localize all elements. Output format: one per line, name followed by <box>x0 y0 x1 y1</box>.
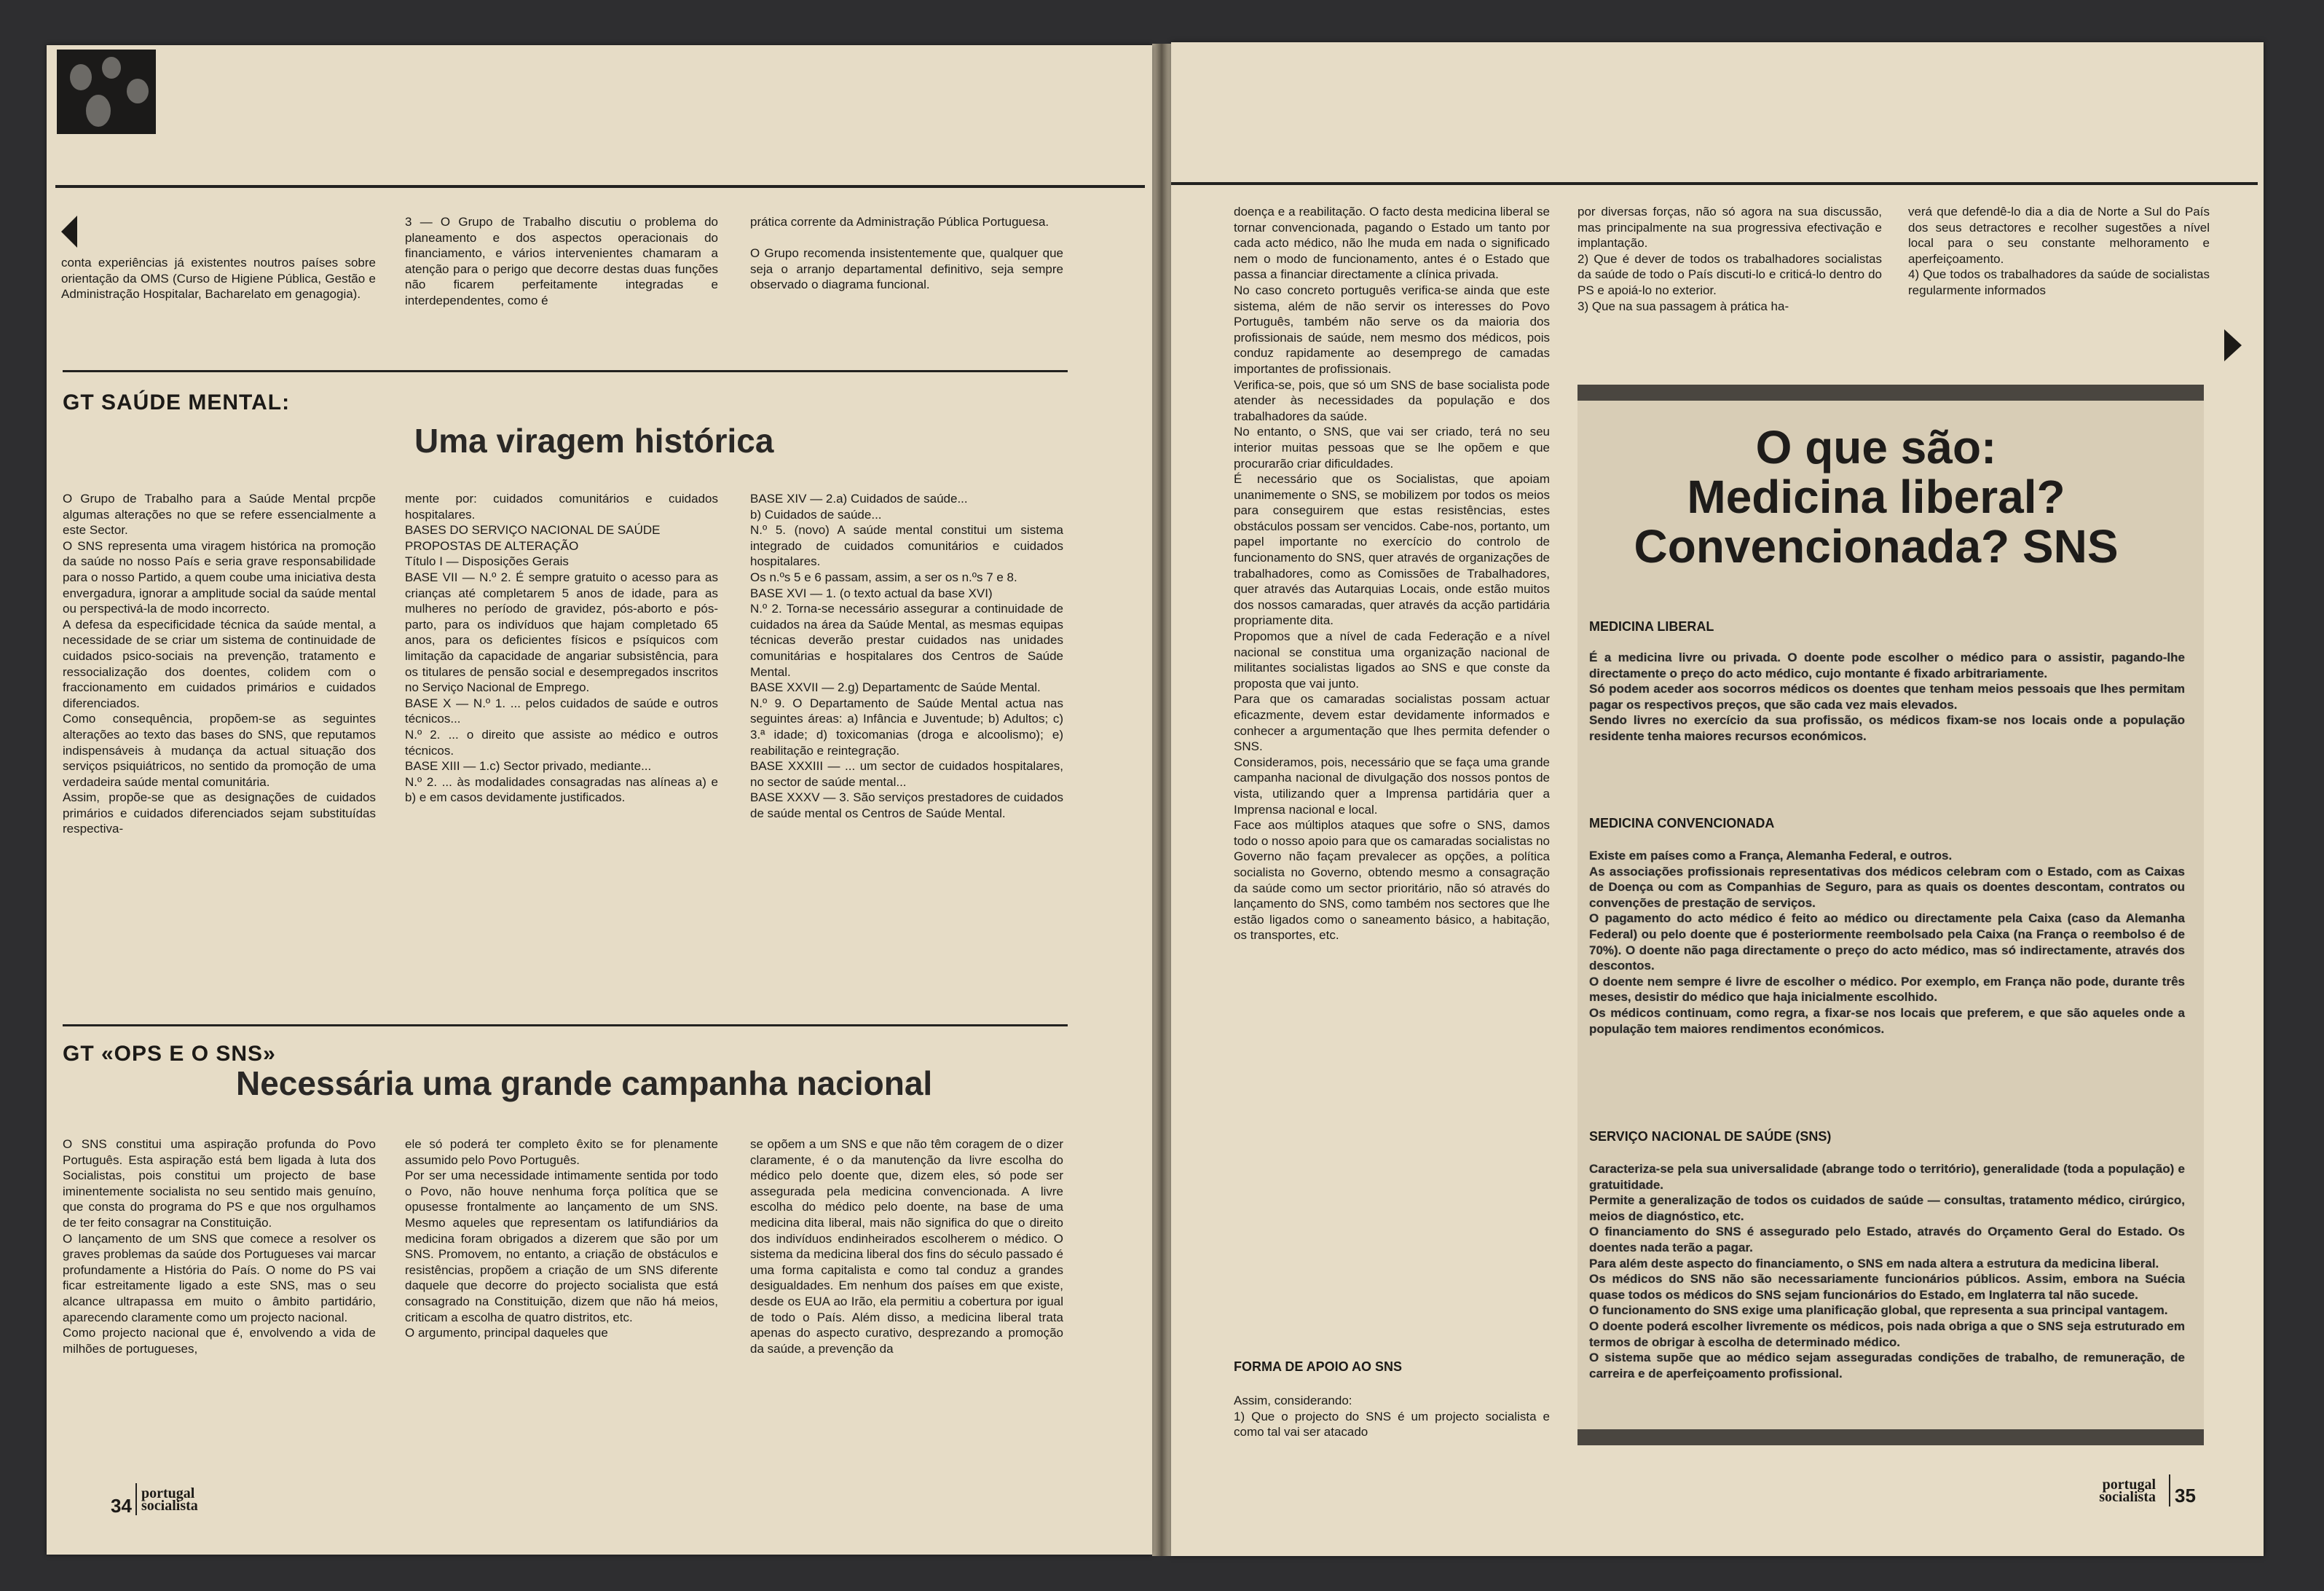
binding-gutter <box>1152 44 1171 1556</box>
section-heading-liberal: MEDICINA LIBERAL <box>1589 619 1714 634</box>
box-title-line-1: O que são: <box>1755 421 1997 474</box>
article1-kicker: GT SAÚDE MENTAL: <box>63 390 291 415</box>
masthead-right: portugal socialista <box>2099 1477 2156 1505</box>
section-rule-1 <box>63 370 1068 372</box>
section-heading-sns: SERVIÇO NACIONAL DE SAÚDE (SNS) <box>1589 1129 1832 1144</box>
article2-column-2: ele só poderá ter completo êxito se for plenamente assumido pelo Povo Português. Por ser uma necessidade intimamente sentida por todo o Povo, não houve nenhuma força política que se opusesse frontalmente ao lançamento de um SNS. Mesmo aqueles que representam os latifundiários da medicina foram obrigados a dizerem que são por um SNS. Promovem, no entanto, a criação de obstáculos e resistências, propõem a criação de um SNS diferente daquele que decorre do projecto socialista que está consagrado na Constituição, dizem que não há meios, criticam a escolha de quatro distritos, etc. O argumento, principal daqueles que <box>405 1137 718 1340</box>
top-column-3: prática corrente da Administração Pública Portuguesa. O Grupo recomenda insistentemente que, qualquer que seja o arranjo departamental definitivo, seja sempre observado o diagrama funcional. <box>750 215 1063 292</box>
article1-column-1: O Grupo de Trabalho para a Saúde Mental prcpõe algumas alterações no que se refere essencialmente a este Sector. O SNS representa uma viragem histórica na promoção da saúde no nosso País e seria grave responsabilidade para o nosso Partido, a quem coube uma iniciativa desta envergadura, ignorar a amplitude social da saúde mental ou perspectivá-la de modo incorrecto. A defesa da especificidade técnica da saúde mental, a necessidade de se criar um sistema de continuidade de cuidados psico-sociais na prevenção, tratamento e ressocialização dos doentes, colidem com o fraccionamento em cuidados primários e cuidados diferenciados. Como consequência, propõem-se as seguintes alterações ao texto das bases do SNS, que reputamos indispensáveis à mudança da actual situação dos serviços psiquiátricos, no sentido da promoção de uma verdadeira saúde mental comunitária. Assim, propõe-se que as designações de cuidados primários e cuidados diferenciados sejam substituídas respectiva- <box>63 492 376 836</box>
box-title <box>1577 423 2175 571</box>
article2-column-1: O SNS constitui uma aspiração profunda do Povo Português. Esta aspiração está bem ligada à luta dos Socialistas, pois constitui um projecto de base iminentemente socialista no seu sentido mais genuíno, que consta do programa do PS e que nos orgulhamos de ter feito consagrar na Constituição. O lançamento de um SNS que comece a resolver os graves problemas da saúde dos Portugueses vai marcar profundamente a História do País. O nome do PS vai ficar estreitamente ligado a este SNS, mas o seu alcance ultrapassa em muito o âmbito partidário, aparecendo claramente como um projecto nacional. Como projecto nacional que é, envolvendo a vida de milhões de portugueses, <box>63 1137 376 1356</box>
box-bottom-band <box>1577 1429 2204 1445</box>
section-text-sns: Caracteriza-se pela sua universalidade (abrange todo o território), generalidade (toda a população) e gratuitidade. Permite a generalização de todos os cuidados de saúde — consultas, tratamento médico, cirúrgico, meios de diagnóstico, etc. O financiamento do SNS é assegurado pelo Estado, através do Orçamento Geral do Estado. Os doentes nada terão a pagar. Para além deste aspecto do financiamento, o SNS em nada altera a estrutura da medicina liberal. Os médicos do SNS não são necessariamente funcionários públicos. Assim, embora na Suécia quase todos os médicos do SNS sejam funcionários do Estado, em Inglaterra tal não sucede. O funcionamento do SNS exige uma planificação global, que representa a sua principal vantagem. O doente poderá escolher livremente os médicos, pois nada obriga a que o SNS seja estruturado em termos de obrigar à escolha de determinado médico. O sistema supõe que ao médico sejam asseguradas condições de trabalho, de remuneração, de carreira e de aperfeiçoamento profissional. <box>1589 1162 2185 1380</box>
continue-arrow-icon <box>2224 329 2242 361</box>
top-column-1: conta experiências já existentes noutros países sobre orientação da OMS (Curso de Higiene Pública, Gestão e Administração Hospitalar, Bacharelato em genagogia). <box>61 256 376 302</box>
folio-divider-right <box>2169 1474 2170 1506</box>
article1-column-2: mente por: cuidados comunitários e cuidados hospitalares. BASES DO SERVIÇO NACIONAL DE SAÚDE PROPOSTAS DE ALTERAÇÃO Título I — Disposições Gerais BASE VII — N.º 2. É sempre gratuito o acesso para as crianças até completarem 5 anos de idade, para as mulheres no período de gravidez, pós-aborto e pós-parto, para os indivíduos que hajam completado 65 anos, para os deficientes físicos e psíquicos com limitação da capacidade de angariar subsistência, para os titulares de pensão social e desempregados inscritos no Serviço Nacional de Emprego. BASE X — N.º 1. ... pelos cuidados de saúde e outros técnicos... N.º 2. ... o direito que assiste ao médico e outros técnicos. BASE XIII — 1.c) Sector privado, mediante... N.º 2. ... às modalidades consagradas nas alíneas a) e b) e em casos devidamente justificados. <box>405 492 718 805</box>
article2-kicker: GT «OPS E O SNS» <box>63 1042 276 1066</box>
masthead-left: portugal socialista <box>141 1485 198 1514</box>
continuation-arrow-icon <box>61 216 77 248</box>
article1-headline: Uma viragem histórica <box>414 422 774 460</box>
right-column-3: verá que defendê-lo dia a dia de Norte a Sul do País dos seus detractores e recolher sugestões a nível local para o seu constante melhoramento e aperfeiçoamento. 4) Que todos os trabalhadores da saúde de socialistas regularmente informados <box>1908 205 2210 297</box>
article2-column-3: se opõem a um SNS e que não têm coragem de o dizer claramente, é o da manutenção da livre escolha do médico pelo doente que, dizem eles, só pode ser assegurada pela medicina convencionada. A livre escolha do médico pelo doente, na base de uma medicina dita liberal, mais não significa do que o direito dos indivíduos endinheirados escolherem o médico. O sistema da medicina liberal dos fins do século passado é uma forma capitalista e como tal conduz a grandes desigualdades. Em nenhum dos países em que existe, desde os EUA ao Irão, ela permitiu a cobertura por igual de todo o País. Além disso, a medicina liberal trata apenas do aspecto curativo, desprezando a promoção da saúde, a prevenção da <box>750 1137 1063 1356</box>
header-photo <box>57 50 156 134</box>
section-heading-convencionada: MEDICINA CONVENCIONADA <box>1589 816 1775 830</box>
box-top-band <box>1577 385 2204 401</box>
top-rule <box>55 185 1145 188</box>
page-number-right: 35 <box>2175 1485 2196 1506</box>
article2-headline: Necessária uma grande campanha nacional <box>236 1064 933 1102</box>
folio-divider-left <box>135 1483 137 1515</box>
section-text-convencionada: Existe em países como a França, Alemanha Federal, e outros. As associações profissionais representativas dos médicos celebram com o Estado, com as Caixas de Doença ou com as Companhias de Seguro, para as quais os doentes descontam, contratos ou convenções de prestação de serviços. O pagamento do acto médico é feito ao médico ou directamente pela Caixa (caso da Alemanha Federal) ou pelo doente que é posteriormente reembolsado pela Caixa (na França o reembolso é de 70%). O doente não paga directamente o preço do acto médico, mas só indirectamente, através dos descontos. O doente nem sempre é livre de escolher o médico. Por exemplo, em França não pode, durante três meses, desistir do médico que haja inicialmente escolhido. Os médicos continuam, como regra, a fixar-se nos locais que preferem, e que são aqueles onde a população tem maiores rendimentos económicos. <box>1589 849 2185 1036</box>
left-page <box>47 45 1152 1555</box>
box-title-line-3: Convencionada? SNS <box>1634 520 2119 573</box>
box-title-line-2: Medicina liberal? <box>1687 471 2065 523</box>
section-rule-2 <box>63 1024 1068 1026</box>
forma-text: Assim, considerando: 1) Que o projecto do SNS é um projecto socialista e como tal vai ser atacado <box>1234 1394 1550 1439</box>
info-box <box>1577 401 2204 1429</box>
right-column-2: por diversas forças, não só agora na sua discussão, mas principalmente na sua progressiva efectivação e implantação. 2) Que é dever de todos os trabalhadores socialistas da saúde de todo o País discuti-lo e criticá-lo dentro do PS e apoiá-lo no exterior. 3) Que na sua passagem à prática ha- <box>1577 205 1882 313</box>
right-page <box>1171 42 2264 1556</box>
article1-column-3: BASE XIV — 2.a) Cuidados de saúde... b) Cuidados de saúde... N.º 5. (novo) A saúde mental constitui um sistema integrado de cuidados comunitários e cuidados hospitalares. Os n.ºs 5 e 6 passam, assim, a ser os n.ºs 7 e 8. BASE XVI — 1. (o texto actual da base XVI) N.º 2. Torna-se necessário assegurar a continuidade de cuidados na área da Saúde Mental, as mesmas equipas técnicas deverão prestar cuidados nas unidades comunitárias e hospitalares dos Centros de Saúde Mental. BASE XXVII — 2.g) Departamentc de Saúde Mental. N.º 9. O Departamento de Saúde Mental actua nas seguintes áreas: a) Infância e Juventude; b) Adultos; c) 3.ª idade; d) toxicomanias (droga e alcoolismo); e) reabilitação e reintegração. BASE XXXIII — ... um sector de cuidados hospitalares, no sector de saúde mental... BASE XXXV — 3. São serviços prestadores de cuidados de saúde mental os Centros de Saúde Mental. <box>750 492 1063 820</box>
page-number-left: 34 <box>111 1495 132 1517</box>
section-text-liberal: É a medicina livre ou privada. O doente pode escolher o médico para o assistir, pagando-lhe directamente o preço do acto médico, cujo montante é fixado arbitrariamente. Só podem aceder aos socorros médicos os doentes que tenham meios pessoais que lhes permitam pagar os respectivos preços, que são cada vez mais elevados. Sendo livres no exercício da sua profissão, os médicos fixam-se nos locais onde a população residente tenha maiores recursos económicos. <box>1589 651 2185 743</box>
right-column-1: doença e a reabilitação. O facto desta medicina liberal se tornar convencionada, pagando o Estado um tanto por cada acto médico, não lhe muda em nada o significado nem o modo de funcionamento, antes é o Estado que passa a financiar directamente a clínica privada. No caso concreto português verifica-se ainda que este sistema, além de não servir os interesses do Povo Português, também não serve os da maioria dos profissionais de saúde, nem mesmo dos médicos, pois conduz rapidamente ao desemprego de camadas importantes de profissionais. Verifica-se, pois, que só um SNS de base socialista pode atender às necessidades da população e dos trabalhadores da saúde. No entanto, o SNS, que vai ser criado, terá no seu interior muitas pessoas que se lhe opõem e que procurarão criar dificuldades. É necessário que os Socialistas, que apoiam unanimemente o SNS, se mobilizem por todos os meios para conseguirem que estas resistências, estes obstáculos possam ser vencidos. Cabe-nos, portanto, um papel importante no exercício do controlo de funcionamento do SNS, quer através de organizações de trabalhadores, como as Comissões de Trabalhadores, quer através das Autarquias Locais, onde estão muitos dos nossos camaradas, quer através da acção partidária propriamente dita. Propomos que a nível de cada Federação e a nível nacional se constitua uma organização nacional de militantes socialistas ligados ao SNS e que conste da proposta que vai junto. Para que os camaradas socialistas possam actuar eficazmente, devem estar devidamente informados e conhecer a argumentação que lhes permita defender o SNS. Consideramos, pois, necessário que se faça uma grande campanha nacional de divulgação dos nossos pontos de vista, utilizando quer a Imprensa partidária quer a Imprensa nacional e local. Face aos múltiplos ataques que sofre o SNS, damos todo o nosso apoio para que os camaradas socialistas no Governo não façam prevalecer as opções, a política socialista no Governo, obtendo mesmo a consagração da saúde como um sector prioritário, não só através do lançamento do SNS, como também nos sectores que lhe estão ligados como o saneamento básico, a habitação, os transportes, etc. <box>1234 205 1550 943</box>
forma-heading: FORMA DE APOIO AO SNS <box>1234 1359 1403 1374</box>
top-rule-right <box>1171 182 2258 185</box>
top-column-2: 3 — O Grupo de Trabalho discutiu o problema do planeamento e dos aspectos operacionais do financiamento, e vários intervenientes chamaram a atenção para o perigo que decorre destas duas funções não ficarem perfeitamente integradas e interdependentes, como é <box>405 215 718 307</box>
